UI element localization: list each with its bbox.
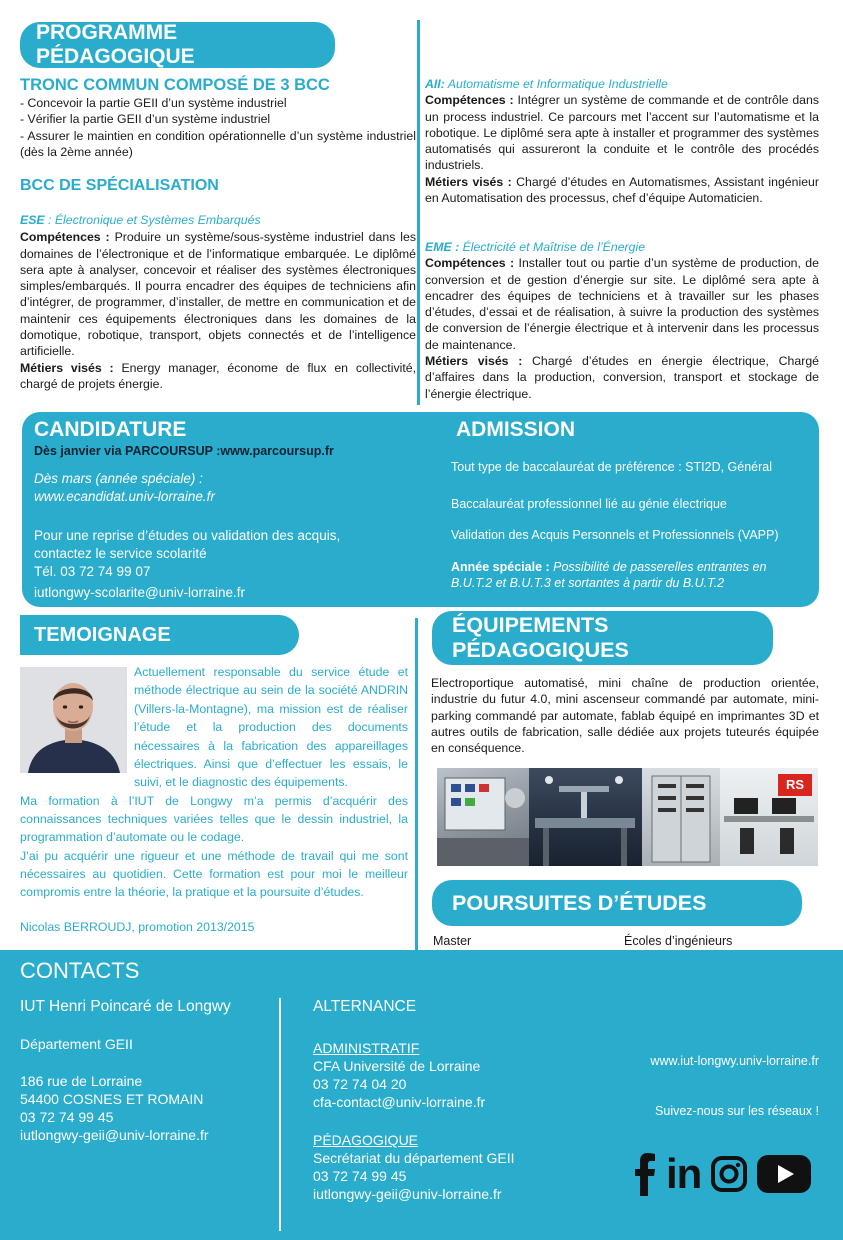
contacts-dept: Département GEII <box>20 1036 133 1052</box>
candidature-email[interactable]: iutlongwy-scolarite@univ-lorraine.fr <box>34 585 246 600</box>
contacts-phone: 03 72 74 99 45 <box>20 1109 114 1125</box>
rs-sign <box>778 774 812 796</box>
temoignage-title-banner <box>20 615 299 655</box>
eme-block <box>425 239 819 402</box>
aii-metiers <box>425 174 819 207</box>
contacts-footer <box>0 950 843 1240</box>
list-item: - Assurer le maintien en condition opérationnelle d’un système industriel (dès la 2ème année) <box>20 128 416 159</box>
alternance-admin-label: ADMINISTRATIF <box>313 1040 420 1056</box>
ese-comp-text: Produire un système/sous-système industriel dans les domaines de l’électronique et de l’informatique embarquée. Le diplômé sera apte à analyser, concevoir et réaliser des systèmes électroniques simples/embarqués. Il pourra encadrer des équipes de techniciens afin d’intégrer, de programmer, d’installer, de mettre en communication et de maintenir ces équipements électroniques dans les domaines de la domotique, robotique, transport, objets connectés et de l’intelligence artificielle. <box>20 230 416 359</box>
programme-title-banner <box>20 22 335 68</box>
candidature-phone: Tél. 03 72 74 99 07 <box>34 564 151 579</box>
temoignage-para2: Ma formation à l’IUT de Longwy m’a permis d’acquérir des connaissances techniques variées telles que le dessin industriel, la programmation d’automate ou le codage. <box>20 794 408 845</box>
facebook-icon[interactable] <box>634 1152 656 1196</box>
candidature-ecandidat-label: Dès mars (année spéciale) : <box>34 471 203 486</box>
alternance-admin-org: CFA Université de Lorraine <box>313 1058 481 1074</box>
admission-item-bacpro: Baccalauréat professionnel lié au génie électrique <box>451 497 727 511</box>
alternance-admin-phone: 03 72 74 04 20 <box>313 1076 407 1092</box>
aii-block <box>425 76 819 206</box>
eme-jobs-text: Chargé d’études en énergie électrique, Chargé d’affaires dans la production, conversion, transport et stockage de l’énergie électrique. <box>425 354 819 401</box>
instagram-icon[interactable] <box>711 1156 747 1192</box>
list-item: - Vérifier la partie GEII d’un système industriel <box>20 112 271 127</box>
alternance-title: ALTERNANCE <box>313 998 417 1015</box>
aii-jobs-text: Chargé d’études en Automatismes, Assistant ingénieur en Automatisation des processus, chef d’équipe Automaticien. <box>425 174 819 206</box>
equipements-title-banner <box>432 611 773 665</box>
contacts-email[interactable]: iutlongwy-geii@univ-lorraine.fr <box>20 1127 209 1143</box>
eme-code: EME : <box>425 240 460 254</box>
testimonial-photo <box>20 667 127 773</box>
poursuites-title-banner <box>432 880 802 926</box>
social-icons <box>634 1152 811 1196</box>
ese-name: : Électronique et Systèmes Embarqués <box>44 213 261 227</box>
equipements-title: ÉQUIPEMENTS PÉDAGOGIQUES <box>452 613 629 662</box>
linkedin-label: in <box>666 1150 702 1197</box>
contacts-addr1: 186 rue de Lorraine <box>20 1073 143 1089</box>
contacts-addr2: 54400 COSNES ET ROMAIN <box>20 1091 204 1107</box>
poursuites-ingenieurs: Écoles d’ingénieurs <box>624 934 733 948</box>
eme-comp-label: Compétences : <box>425 256 519 271</box>
temoignage-para1: Actuellement responsable du service étude et méthode électrique au sein de la société ANDRIN (Villers-la-Montagne), ma mission est de réaliser l’étude et la production des documents nécessaires à la fabrication des appareillages électriques. Ainsi que d’effectuer les essais, le suivi, et le diagnostic des équipements. <box>134 665 408 790</box>
eme-competences <box>425 255 819 353</box>
admission-special-text: Possibilité de passerelles entrantes en B.U.T.2 et B.U.T.3 et sortantes à partir du B.U.T.2 <box>451 560 767 590</box>
eme-heading <box>425 239 819 255</box>
eme-name: Électricité et Maîtrise de l’Énergie <box>459 240 646 254</box>
tronc-commun-title: TRONC COMMUN COMPOSÉ DE 3 BCC <box>20 76 330 94</box>
aii-heading <box>425 76 819 92</box>
ese-jobs-label: Métiers visés : <box>20 360 122 375</box>
aii-jobs-label: Métiers visés : <box>425 174 517 189</box>
admission-item-bac: Tout type de baccalauréat de préférence : STI2D, Général <box>451 460 773 474</box>
admission-special <box>451 559 796 591</box>
candidature-parcoursup: Dès janvier via PARCOURSUP :www.parcoursup.fr <box>34 444 334 458</box>
candidature-title: CANDIDATURE <box>34 418 187 441</box>
website-link[interactable]: www.iut-longwy.univ-lorraine.fr <box>650 1054 819 1068</box>
alternance-peda-phone: 03 72 74 99 45 <box>313 1168 407 1184</box>
ese-comp-label: Compétences : <box>20 230 115 245</box>
contacts-divider <box>279 998 281 1231</box>
temoignage-title: TEMOIGNAGE <box>34 623 171 646</box>
robot-arm-icon <box>529 768 642 866</box>
eme-comp-text: Installer tout ou partie d’un système de production, de conversion et de gestion d’énergie sur site. Le diplômé sera apte à encadrer des équipes de techniciens et à travailler sur les phases d’études, d’essai et de réalisation, à suivre la production des systèmes de conversion de l’énergie électrique et à intervenir dans les processus de maintenance. <box>425 256 819 352</box>
column-divider-top <box>417 20 420 405</box>
person-portrait-icon <box>20 667 127 773</box>
ese-block <box>20 212 416 392</box>
follow-us: Suivez-nous sur les réseaux ! <box>655 1104 819 1118</box>
specialisation-title: BCC DE SPÉCIALISATION <box>20 177 219 194</box>
equipements-text: Electroportique automatisé, mini chaîne de production orientée, industrie du futur 4.0, mini ascenseur commandé par automate, mini-parking commandé par automate, fablab équipé en imprimantes 3D et autres outils de fabrication, salle dédiée aux projets tuteurés équipée en conséquence. <box>431 676 819 756</box>
aii-code: AII: <box>425 77 445 91</box>
candidature-ecandidat-link[interactable]: www.ecandidat.univ-lorraine.fr <box>34 489 215 504</box>
lab-photo-2 <box>529 768 642 866</box>
rs-sign-label: RS <box>785 777 805 792</box>
lab-photo-4 <box>720 768 818 866</box>
ese-metiers <box>20 360 416 393</box>
youtube-icon[interactable] <box>757 1155 811 1193</box>
admission-title: ADMISSION <box>456 418 576 441</box>
linkedin-icon[interactable] <box>666 1150 702 1197</box>
poursuites-title: POURSUITES D’ÉTUDES <box>452 890 707 915</box>
contacts-title: CONTACTS <box>20 958 140 983</box>
alternance-peda-org: Secrétariat du département GEII <box>313 1150 515 1166</box>
alternance-peda-email[interactable]: iutlongwy-geii@univ-lorraine.fr <box>313 1186 502 1202</box>
ese-code: ESE <box>20 213 45 227</box>
alternance-peda-label: PÉDAGOGIQUE <box>313 1132 419 1148</box>
temoignage-signature: Nicolas BERROUDJ, promotion 2013/2015 <box>20 920 255 934</box>
admission-item-vapp: Validation des Acquis Personnels et Professionnels (VAPP) <box>451 528 779 542</box>
eme-metiers <box>425 353 819 402</box>
ese-competences <box>20 229 416 359</box>
programme-title: PROGRAMME PÉDAGOGIQUE <box>36 21 195 68</box>
aii-comp-text: Intégrer un système de commande et de contrôle dans un process industriel. Ce parcours met l’accent sur l’automatisme et la robotique. Le diplômé sera apte à installer et programmer des systèmes automatisés qui assureront la conduite et le contrôle des procédés industriels. <box>425 93 819 173</box>
poursuites-master: Master <box>433 934 472 948</box>
admission-special-label: Année spéciale : <box>451 560 554 574</box>
aii-comp-label: Compétences : <box>425 93 518 108</box>
temoignage-para3: J’ai pu acquérir une rigueur et une méthode de travail qui me sont nécessaires au quotidien. Cette formation est pour moi le meilleur compromis entre la théorie, la pratique et la poursuite d’études. <box>20 849 408 900</box>
tronc-commun-list <box>20 95 416 160</box>
alternance-admin-email[interactable]: cfa-contact@univ-lorraine.fr <box>313 1094 486 1110</box>
lab-photo-1 <box>437 768 529 866</box>
lab-bench-icon <box>437 768 529 866</box>
column-divider-bottom <box>415 618 418 950</box>
aii-competences <box>425 92 819 173</box>
ese-jobs-text: Energy manager, économe de flux en collectivité, chargé de projets énergie. <box>20 360 416 391</box>
list-item: - Concevoir la partie GEII d’un système industriel <box>20 96 287 110</box>
contacts-iut: IUT Henri Poincaré de Longwy <box>20 998 231 1015</box>
candidature-reprise: Pour une reprise d’études ou validation des acquis, <box>34 528 341 543</box>
electrical-cabinet-icon <box>642 768 720 866</box>
eme-jobs-label: Métiers visés : <box>425 354 532 369</box>
ese-heading <box>20 212 416 228</box>
aii-name: Automatisme et Informatique Industrielle <box>444 77 668 91</box>
lab-photo-3 <box>642 768 720 866</box>
candidature-scolarite: contactez le service scolarité <box>34 546 207 561</box>
